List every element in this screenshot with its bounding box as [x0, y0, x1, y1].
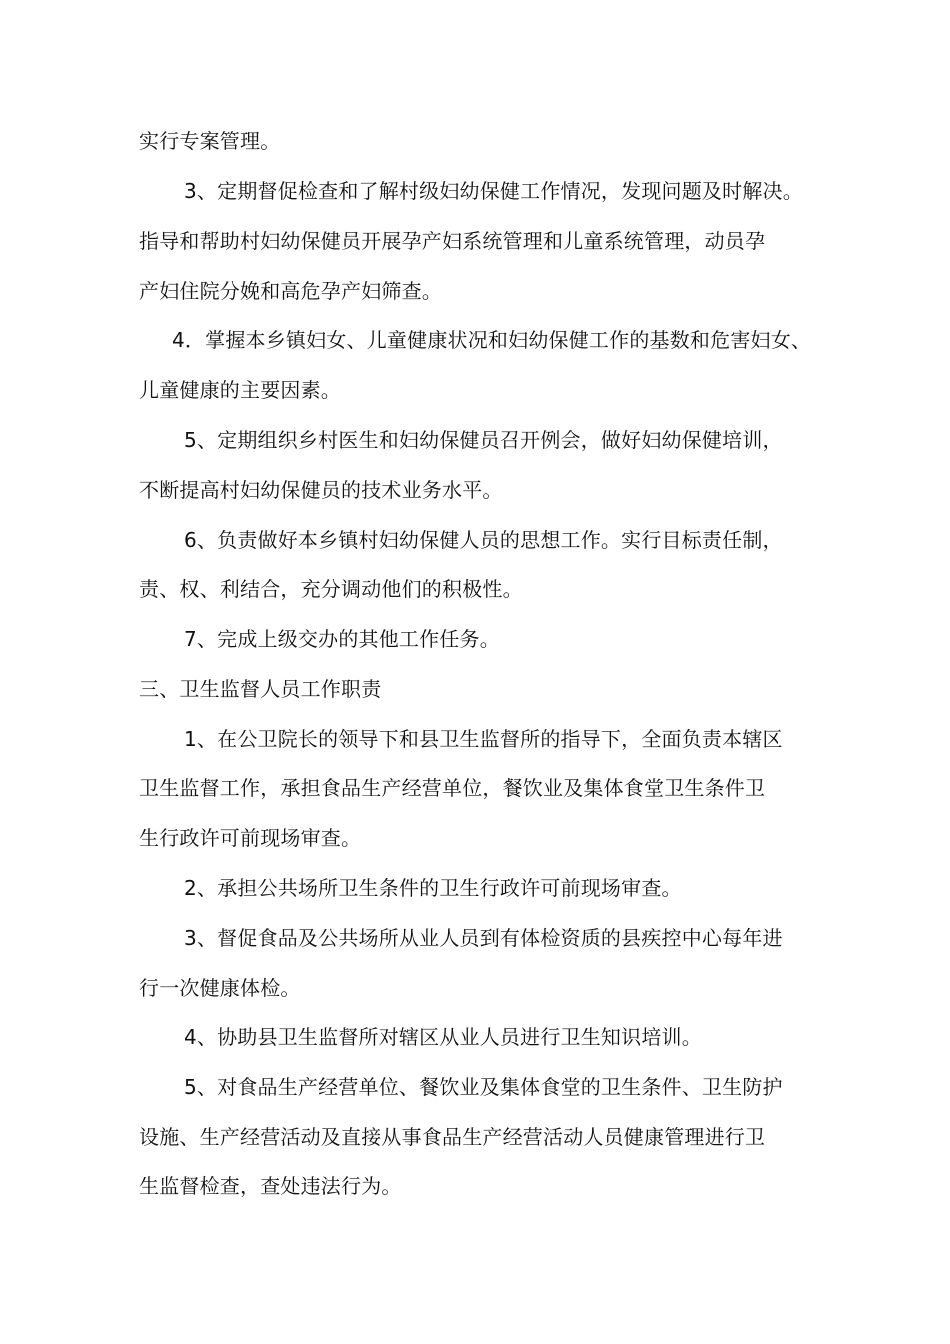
text-line: 生监督检查，查处违法行为。: [139, 1174, 402, 1198]
text-line: 7、完成上级交办的其他工作任务。: [184, 627, 500, 651]
text-line: 不断提高村妇幼保健员的技术业务水平。: [139, 478, 503, 502]
text-line: 实行专案管理。: [139, 129, 281, 153]
text-line: 6、负责做好本乡镇村妇幼保健人员的思想工作。实行目标责任制，: [184, 528, 783, 552]
text-line: 3、督促食品及公共场所从业人员到有体检资质的县疾控中心每年进: [184, 926, 783, 950]
text-line: 5、对食品生产经营单位、餐饮业及集体食堂的卫生条件、卫生防护: [184, 1075, 783, 1099]
text-line: 儿童健康的主要因素。: [139, 378, 341, 402]
text-line: 行一次健康体检。: [139, 976, 301, 1000]
text-line: 生行政许可前现场审查。: [139, 826, 362, 850]
text-line: 责、权、利结合，充分调动他们的积极性。: [139, 577, 523, 601]
text-line: 1、在公卫院长的领导下和县卫生监督所的指导下，全面负责本辖区: [184, 727, 783, 751]
text-line: 产妇住院分娩和高危孕产妇筛查。: [139, 279, 442, 303]
text-line: 4、协助县卫生监督所对辖区从业人员进行卫生知识培训。: [184, 1025, 702, 1049]
text-line: 4．掌握本乡镇妇女、儿童健康状况和妇幼保健工作的基数和危害妇女、: [172, 328, 812, 352]
text-line: 指导和帮助村妇幼保健员开展孕产妇系统管理和儿童系统管理，动员孕: [139, 229, 766, 253]
text-line: 2、承担公共场所卫生条件的卫生行政许可前现场审查。: [184, 876, 682, 900]
text-line: 设施、生产经营活动及直接从事食品生产经营活动人员健康管理进行卫: [139, 1125, 766, 1149]
text-line: 3、定期督促检查和了解村级妇幼保健工作情况，发现问题及时解决。: [184, 179, 803, 203]
text-line: 卫生监督工作，承担食品生产经营单位，餐饮业及集体食堂卫生条件卫: [139, 776, 766, 800]
text-line: 5、定期组织乡村医生和妇幼保健员召开例会，做好妇幼保健培训，: [184, 428, 783, 452]
section-heading: 三、卫生监督人员工作职责: [139, 677, 382, 701]
